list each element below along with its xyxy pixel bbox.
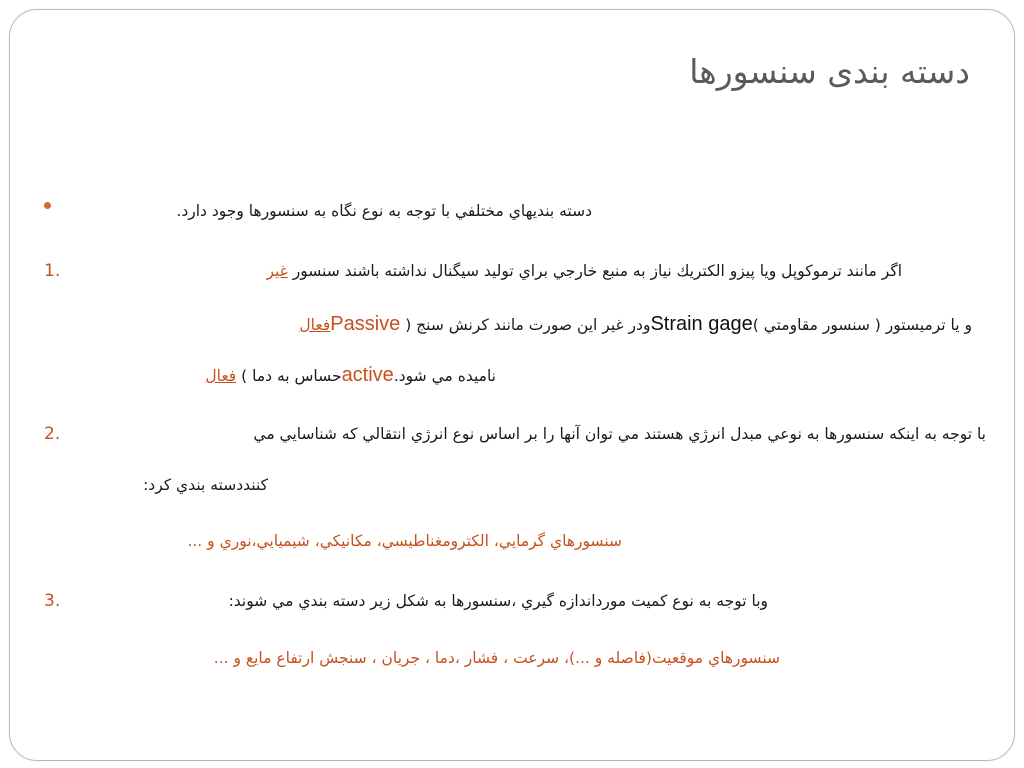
item-2-examples: سنسورهاي گرمايي، الكترومغناطيسي، مكانيكي، شيميايي،نوري و ...: [187, 532, 622, 550]
item-1-link-active-2[interactable]: فعال: [205, 367, 237, 385]
strain-gage-term: Strain gage: [650, 313, 753, 335]
bullet-text: دسته بنديهاي مختلفي با توجه به نوع نگاه به سنسورها وجود دارد.: [176, 202, 592, 220]
bullet-dot: [44, 202, 51, 209]
item-1-line-3-text-2: حساس به دما ): [236, 367, 342, 385]
item-1-line-3-text-1: ناميده مي شود.: [393, 367, 496, 385]
item-2-number: 2.: [44, 424, 61, 444]
item-3-line-1: وبا توجه به نوع كميت مورداندازه گيري ،سنسورها به شكل زير دسته بندي مي شوند:: [228, 592, 768, 610]
item-1-line-2-text-2: ودر غير اين صورت مانند كرنش سنج (: [400, 316, 651, 334]
item-2-line-2: كنند‌دسته بندي كرد:: [143, 476, 268, 494]
item-1-number: 1.: [44, 261, 61, 281]
item-1-link-non-active[interactable]: غير: [266, 262, 288, 280]
item-1-line-2: [299, 313, 972, 336]
passive-term: Passive: [330, 313, 401, 335]
item-3-number: 3.: [44, 591, 61, 611]
item-1-line-1-text: اگر مانند ترموكوپل ويا پيزو الكتريك نياز به منبع خارجي براي توليد سيگنال نداشته باشند سنسور: [287, 262, 902, 280]
item-2-line-1: با توجه به اينكه سنسورها به نوعي مبدل انرژي هستند مي توان آنها را بر اساس نوع انرژي انتقالي كه شناسايي مي: [253, 425, 986, 443]
item-1-line-2-text-1: و يا ترميستور ( سنسور مقاومتي ): [752, 316, 972, 334]
item-1-line-3: [205, 364, 496, 387]
item-3-examples: سنسورهاي موقعيت(فاصله و ...)، سرعت ، فشار ،دما ، جريان ، سنجش ارتفاع مايع و ...: [213, 649, 780, 667]
item-1-link-active[interactable]: فعال: [299, 316, 331, 334]
item-1-line-1: [266, 262, 902, 280]
active-term: active: [341, 364, 394, 386]
slide-title: دسته بندی سنسورها: [689, 52, 970, 91]
